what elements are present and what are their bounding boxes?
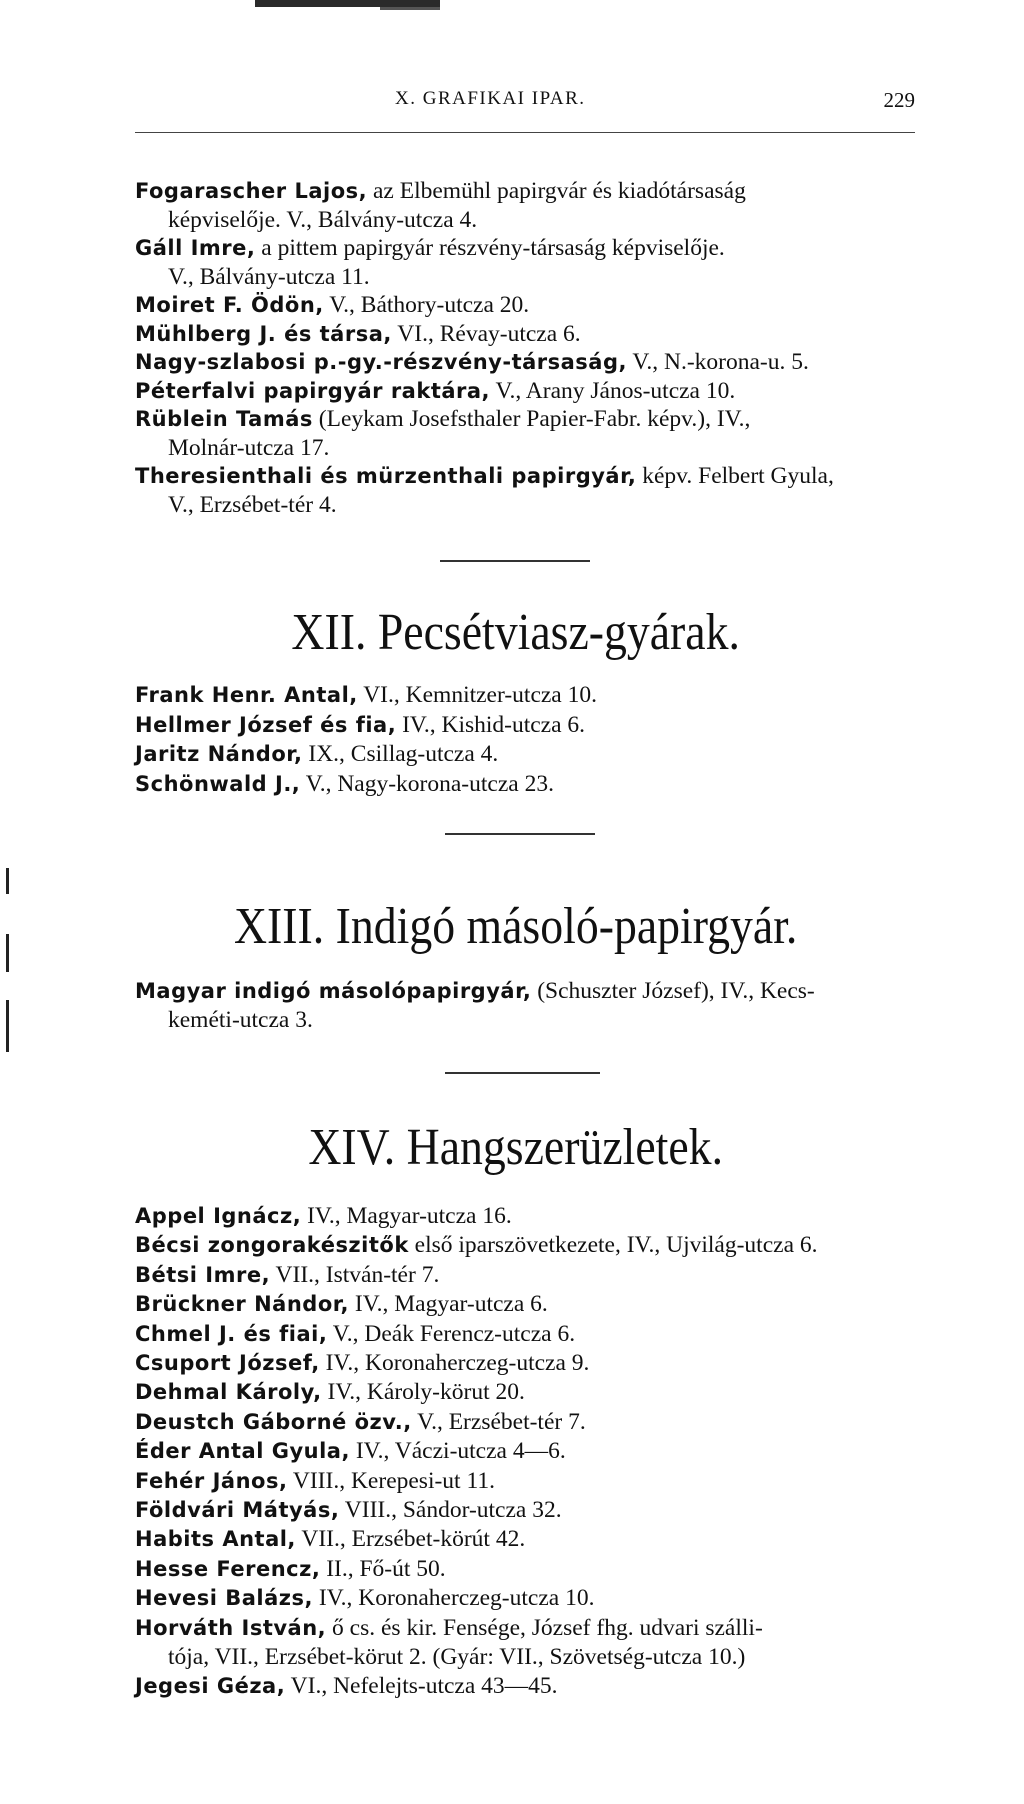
entry-name: Frank Henr. Antal, <box>135 683 358 707</box>
entry-line <box>135 1436 925 1466</box>
entry-detail: IV., Magyar-utcza 6. <box>349 1291 548 1318</box>
entry-name: Chmel J. és fiai, <box>135 1321 328 1346</box>
entry-line <box>135 290 925 320</box>
entry-detail: keméti-utcza 3. <box>168 1007 313 1033</box>
entry-line <box>135 461 925 491</box>
entry-line <box>135 680 925 710</box>
entry-detail: ő cs. és kir. Fensége, József fhg. udvari szálli- <box>326 1614 763 1641</box>
entry-name: Hesse Ferencz, <box>135 1556 321 1581</box>
entry-name: Hevesi Balázs, <box>135 1586 314 1611</box>
entry-detail: IV., Váczi-utcza 4—6. <box>349 1438 566 1465</box>
entry-line <box>135 176 925 206</box>
entry-detail: (Schuszter József), IV., Kecs- <box>531 978 815 1004</box>
entry-detail: a pittem papirgyár részvény-társaság képviselője. <box>255 235 725 261</box>
page-header <box>135 88 915 118</box>
entry-line <box>135 1319 925 1349</box>
entry-detail: V., Erzsébet-tér 4. <box>168 491 337 518</box>
entry-detail: IV., Koronaherczeg-utcza 10. <box>313 1585 595 1612</box>
entry-line <box>135 319 925 349</box>
header-rule <box>135 132 915 133</box>
entry-line <box>168 490 958 520</box>
entry-detail: IV., Kishid-utcza 6. <box>396 711 586 738</box>
section-divider <box>440 560 590 562</box>
entry-detail: IV., Magyar-utcza 16. <box>301 1203 512 1229</box>
entry-detail: képviselője. V., Bálvány-utcza 4. <box>168 206 478 233</box>
entry-name: Bécsi zongorakészitők <box>135 1233 409 1258</box>
entry-detail: IX., Csillag-utcza 4. <box>302 741 499 767</box>
entry-line <box>135 1201 925 1231</box>
scan-artifact-top-small <box>380 7 440 10</box>
entry-detail: II., Fő-út 50. <box>320 1555 446 1582</box>
entry-line <box>135 404 925 434</box>
entry-detail: V., Deák Ferencz-utcza 6. <box>327 1320 576 1347</box>
entry-name: Brückner Nándor, <box>135 1292 349 1317</box>
entry-detail: V., Arany János-utcza 10. <box>490 377 736 404</box>
entry-detail: V., Bálvány-utcza 11. <box>168 263 370 290</box>
entry-detail: IV., Koronaherczeg-utcza 9. <box>319 1350 590 1376</box>
entry-detail: Molnár-utcza 17. <box>168 434 330 461</box>
entry-detail: VIII., Kerepesi-ut 11. <box>287 1467 495 1494</box>
entry-line <box>135 1583 925 1613</box>
entry-name: Theresienthali és mürzenthali papirgyár, <box>135 464 637 488</box>
entry-line <box>168 433 958 463</box>
entry-name: Fogarascher Lajos, <box>135 179 368 203</box>
entry-line <box>135 976 925 1006</box>
entry-detail: VIII., Sándor-utcza 32. <box>339 1497 562 1523</box>
entry-line <box>168 1005 958 1035</box>
page-number: 229 <box>883 88 915 112</box>
section-xii-title: XII. Pecsétviasz-gyárak. <box>291 604 740 661</box>
entry-name: Jaritz Nándor, <box>135 742 303 766</box>
entry-line <box>135 1260 925 1290</box>
entry-detail: VI., Révay-utcza 6. <box>391 320 581 347</box>
entry-detail: VI., Nefelejts-utcza 43—45. <box>285 1673 558 1700</box>
entry-name: Rüblein Tamás <box>135 407 313 431</box>
entry-name: Deustch Gáborné özv., <box>135 1409 412 1434</box>
entry-line <box>135 1671 925 1701</box>
entry-name: Dehmal Károly, <box>135 1380 322 1405</box>
entry-line <box>135 769 925 799</box>
entry-line <box>135 1613 925 1643</box>
entry-line <box>135 739 925 769</box>
entry-detail: VII., Erzsébet-körút 42. <box>295 1526 526 1553</box>
entry-name: Fehér János, <box>135 1468 288 1493</box>
entry-detail: tója, VII., Erzsébet-körut 2. (Gyár: VII., Szövetség-utcza 10.) <box>168 1644 746 1670</box>
entry-line <box>135 1524 925 1554</box>
section-divider <box>445 833 595 835</box>
entry-line <box>135 710 925 740</box>
entry-line <box>135 1348 925 1378</box>
entry-name: Jegesi Géza, <box>135 1674 286 1699</box>
entry-detail: első iparszövetkezete, IV., Ujvilág-utcza 6. <box>408 1232 818 1259</box>
entry-name: Bétsi Imre, <box>135 1262 271 1287</box>
entry-name: Appel Ignácz, <box>135 1204 302 1228</box>
entry-line <box>135 1377 925 1407</box>
entry-detail: V., Erzsébet-tér 7. <box>411 1408 586 1435</box>
entry-line <box>135 233 925 263</box>
margin-mark <box>6 868 9 894</box>
entry-line <box>135 1407 925 1437</box>
entry-name: Habits Antal, <box>135 1527 296 1552</box>
entry-detail: V., Báthory-utcza 20. <box>323 292 530 318</box>
entry-name: Péterfalvi papirgyár raktára, <box>135 378 491 403</box>
entry-detail: V., N.-korona-u. 5. <box>626 349 809 375</box>
scan-artifact-top <box>255 0 440 7</box>
entry-name: Schönwald J., <box>135 771 301 796</box>
section-divider <box>445 1072 600 1074</box>
entry-name: Mühlberg J. és társa, <box>135 321 392 346</box>
entry-detail: az Elbemühl papirgvár és kiadótársaság <box>367 178 746 204</box>
entry-detail: (Leykam Josefsthaler Papier-Fabr. képv.), IV., <box>312 406 751 432</box>
entry-detail: képv. Felbert Gyula, <box>636 463 834 489</box>
entry-name: Nagy-szlabosi p.-gy.-részvény-társaság, <box>135 350 627 374</box>
entry-line <box>135 347 925 377</box>
entry-name: Csuport József, <box>135 1351 320 1375</box>
entry-name: Moiret F. Ödön, <box>135 293 324 317</box>
entry-line <box>168 262 958 292</box>
entry-detail: VI., Kemnitzer-utcza 10. <box>357 682 597 708</box>
running-title: X. GRAFIKAI IPAR. <box>395 88 586 109</box>
entry-line <box>135 1230 925 1260</box>
entry-line <box>135 1495 925 1525</box>
entry-detail: IV., Károly-körut 20. <box>321 1379 525 1406</box>
entry-detail: V., Nagy-korona-utcza 23. <box>300 770 554 797</box>
entry-name: Magyar indigó másolópapirgyár, <box>135 979 532 1003</box>
entry-line <box>168 205 958 235</box>
entry-name: Hellmer József és fia, <box>135 712 397 737</box>
margin-mark <box>6 1000 9 1052</box>
section-xiii-title: XIII. Indigó másoló-papirgyár. <box>233 898 798 955</box>
entry-name: Éder Antal Gyula, <box>135 1439 350 1464</box>
entry-line <box>135 376 925 406</box>
entry-name: Gáll Imre, <box>135 236 256 260</box>
entry-line <box>168 1642 958 1672</box>
entry-line <box>135 1554 925 1584</box>
margin-mark <box>6 934 9 972</box>
entry-line <box>135 1466 925 1496</box>
entry-name: Földvári Mátyás, <box>135 1498 340 1522</box>
entry-line <box>135 1289 925 1319</box>
section-xiv-title: XIV. Hangszerüzletek. <box>308 1119 724 1176</box>
entry-detail: VII., István-tér 7. <box>270 1261 440 1288</box>
entry-name: Horváth István, <box>135 1615 327 1640</box>
